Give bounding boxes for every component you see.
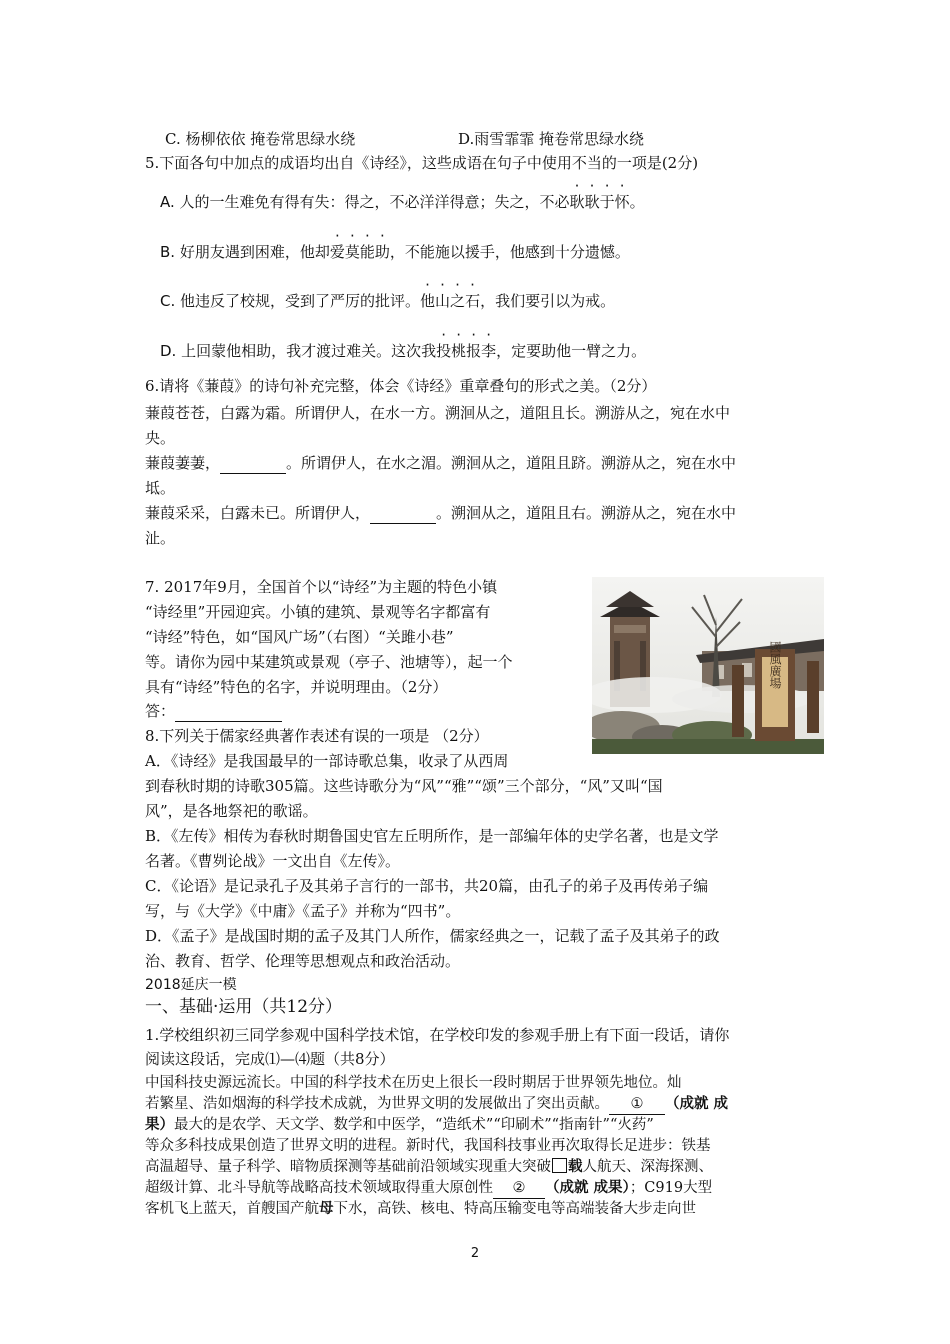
- q5-stem: 5.下面各句中加点的成语均出自《诗经》，这些成语在句子中使用不当的一项是(2分): [145, 154, 699, 172]
- punctuation-box[interactable]: [552, 1158, 567, 1173]
- q7-answer-blank[interactable]: [175, 701, 282, 722]
- q6-blank-2[interactable]: [370, 503, 436, 524]
- dotted-char: 于: [599, 193, 615, 211]
- blank-1-label: ①: [630, 1096, 644, 1112]
- section-title: 一、基础·运用（共12分）: [145, 997, 343, 1017]
- q8-option-d-line2: 治、教育、哲学、伦理等思想观点和政治活动。: [145, 952, 461, 970]
- q8-option-b-line2: 名著。《曹刿论战》一文出自《左传》。: [145, 852, 401, 870]
- q1-passage-line7: [145, 1199, 696, 1219]
- q5-c-idiom: [420, 292, 480, 310]
- dotted-char: 能: [359, 243, 375, 261]
- q7-line4: 等。请你为园中某建筑或景观（亭子、池塘等），起一个: [145, 653, 513, 671]
- q1-p5-marked-char: 载: [568, 1158, 583, 1175]
- dotted-char: 耿: [584, 193, 600, 211]
- q1-line2: 阅读这段话，完成⑴—⑷题（共8分）: [145, 1050, 395, 1068]
- q5-option-b: [160, 242, 630, 262]
- q5-d-idiom: [436, 342, 496, 360]
- q6-s3-head: 蒹葭采采，白露未已。所谓伊人，: [145, 504, 371, 522]
- q1-blank-1[interactable]: [609, 1094, 665, 1115]
- q1-p5-text: 高温超导、量子科学、暗物质探测等基础前沿领域实现重大突破: [145, 1159, 551, 1175]
- q6-s2-tail: 。所谓伊人，在水之湄。溯洄从之，道阻且跻。溯游从之，宛在水中: [286, 454, 737, 472]
- q1-p5-tail: 人航天、深海探测、: [582, 1159, 713, 1175]
- q5-b-tail: ，不能施以援手，他感到十分遗憾。: [389, 243, 630, 261]
- q8-option-b-line1: B．《左传》相传为春秋时期鲁国史官左丘明所作，是一部编年体的史学名著，也是文学: [145, 827, 719, 845]
- q6-stem: 6.请将《蒹葭》的诗句补充完整，体会《诗经》重章叠句的形式之美。（2分）: [145, 377, 657, 395]
- q5-c-text: C. 他违反了校规，受到了严厉的批评。: [160, 292, 421, 310]
- q1-p7-tail: 下水，高铁、核电、特高压输变电等高端装备大步走向世: [333, 1201, 696, 1217]
- q1-p2-choices: （成就 成: [665, 1095, 729, 1112]
- q8-option-c-line1: C．《论语》是记录孔子及其弟子言行的一部书，共20篇，由孔子的弟子及再传弟子编: [145, 877, 709, 895]
- q1-passage-line2: [145, 1094, 728, 1115]
- q1-p3-choices: 果）: [145, 1116, 174, 1133]
- q5-b-idiom: [330, 243, 390, 261]
- answer-label: 答：: [145, 702, 176, 720]
- q8-option-a-line1: A．《诗经》是我国最早的一部诗歌总集，收录了从西周: [145, 752, 509, 770]
- q5-option-a: [160, 192, 645, 212]
- q1-line1: 1.学校组织初三同学参观中国科学技术馆，在学校印发的参观手册上有下面一段话，请你: [145, 1026, 730, 1044]
- q4-option-c: C. 杨柳依依 掩卷常思绿水绕: [165, 130, 356, 148]
- exam-title: 2018延庆一模: [145, 977, 237, 993]
- q6-stanza1-line1: 蒹葭苍苍，白露为霜。所谓伊人，在水一方。溯洄从之，道阻且长。溯游从之，宛在水中: [145, 404, 731, 422]
- q6-stanza3-line1: [145, 503, 736, 524]
- q7-line5: 具有“诗经”特色的名字，并说明理由。（2分）: [145, 678, 448, 696]
- q7-line3: “诗经”特色，如“国风广场”（右图）“关雎小巷”: [145, 628, 454, 646]
- q1-passage-line3: [145, 1115, 654, 1135]
- q5-option-d: [160, 341, 646, 361]
- dotted-char: 桃: [451, 342, 467, 360]
- q5-a-text: A. 人的一生难免有得有失：得之，不必洋洋得意；失之，不必: [160, 193, 570, 211]
- q5-d-tail: ，定要助他一臂之力。: [496, 342, 647, 360]
- q1-p3-text: 最大的是农学、天文学、数学和中医学，“造纸术”“印刷术”“指南针”“火药”: [174, 1117, 654, 1133]
- q8-option-c-line2: 写，与《大学》《中庸》《孟子》并称为“四书”。: [145, 902, 461, 920]
- dotted-char: 之: [450, 292, 466, 310]
- q5-option-c: [160, 291, 615, 311]
- dotted-char: 爱: [329, 243, 345, 261]
- dotted-char: 怀: [614, 193, 630, 211]
- dotted-char: 耿: [569, 193, 585, 211]
- scene-illustration: [592, 577, 824, 754]
- q5-b-text: B. 好朋友遇到困难，他却: [160, 243, 330, 261]
- page-number: 2: [470, 1246, 480, 1261]
- dotted-char: 助: [374, 243, 390, 261]
- q7-answer: [145, 701, 282, 722]
- q7-line1: 7. 2017年9月，全国首个以“诗经”为主题的特色小镇: [145, 578, 498, 596]
- q5-a-idiom: [570, 193, 630, 211]
- q6-stanza3-line2: 沚。: [145, 529, 176, 547]
- dotted-char: 山: [435, 292, 451, 310]
- q1-p6-text: 超级计算、北斗导航等战略高技术领域取得重大原创性: [145, 1180, 493, 1196]
- dotted-char: 莫: [344, 243, 360, 261]
- q4-option-d: D.雨雪霏霏 掩卷常思绿水绕: [458, 130, 645, 148]
- q8-option-a-line2: 到春秋时期的诗歌305篇。这些诗歌分为“风”“雅”“颂”三个部分，“风”又叫“国: [145, 777, 663, 795]
- dotted-char: 报: [466, 342, 482, 360]
- q1-passage-line5: [145, 1157, 713, 1177]
- dotted-char: 李: [481, 342, 497, 360]
- q1-passage-line1: 中国科技史源远流长。中国的科学技术在历史上很长一段时期居于世界领先地位。灿: [145, 1075, 682, 1091]
- q6-s2-head: 蒹葭萋萋，: [145, 454, 221, 472]
- sign-text: 國風廣場: [768, 641, 782, 689]
- q8-stem: 8.下列关于儒家经典著作表述有误的一项是 （2分）: [145, 727, 489, 745]
- q1-passage-line4: 等众多科技成果创造了世界文明的进程。新时代，我国科技事业再次取得长足进步：铁基: [145, 1138, 711, 1154]
- q7-line2: “诗经里”开园迎宾。小镇的建筑、景观等名字都富有: [145, 603, 491, 621]
- q5-a-tail: 。: [629, 193, 645, 211]
- q6-stanza2-line1: [145, 453, 736, 474]
- q8-option-a-line3: 风”，是各地祭祀的歌谣。: [145, 802, 318, 820]
- dotted-char: 石: [465, 292, 481, 310]
- guofeng-square-photo: [592, 577, 824, 754]
- q1-p6-choices: （成就 成果）: [545, 1179, 630, 1196]
- q1-blank-2[interactable]: [493, 1178, 545, 1199]
- q5-d-text: D. 上回蒙他相助，我才渡过难关。这次我: [160, 342, 437, 360]
- blank-2-label: ②: [512, 1180, 526, 1196]
- q1-p7-text: 客机飞上蓝天，首艘国产航: [145, 1201, 319, 1217]
- q5-c-tail: ，我们要引以为戒。: [480, 292, 616, 310]
- dotted-char: 他: [420, 292, 436, 310]
- dotted-char: 投: [436, 342, 452, 360]
- q6-blank-1[interactable]: [220, 453, 286, 474]
- q1-p7-marked-char: 母: [319, 1200, 334, 1217]
- q6-stanza2-line2: 坻。: [145, 479, 176, 497]
- q8-option-d-line1: D．《孟子》是战国时期的孟子及其门人所作，儒家经典之一，记载了孟子及其弟子的政: [145, 927, 720, 945]
- q6-s3-tail: 。溯洄从之，道阻且右。溯游从之，宛在水中: [436, 504, 737, 522]
- q6-stanza1-line2: 央。: [145, 429, 176, 447]
- q1-p6-tail: ；C919大型: [629, 1180, 713, 1196]
- q1-passage-line6: [145, 1178, 712, 1199]
- q1-p2-text: 若繁星、浩如烟海的科学技术成就，为世界文明的发展做出了突出贡献。: [145, 1096, 609, 1112]
